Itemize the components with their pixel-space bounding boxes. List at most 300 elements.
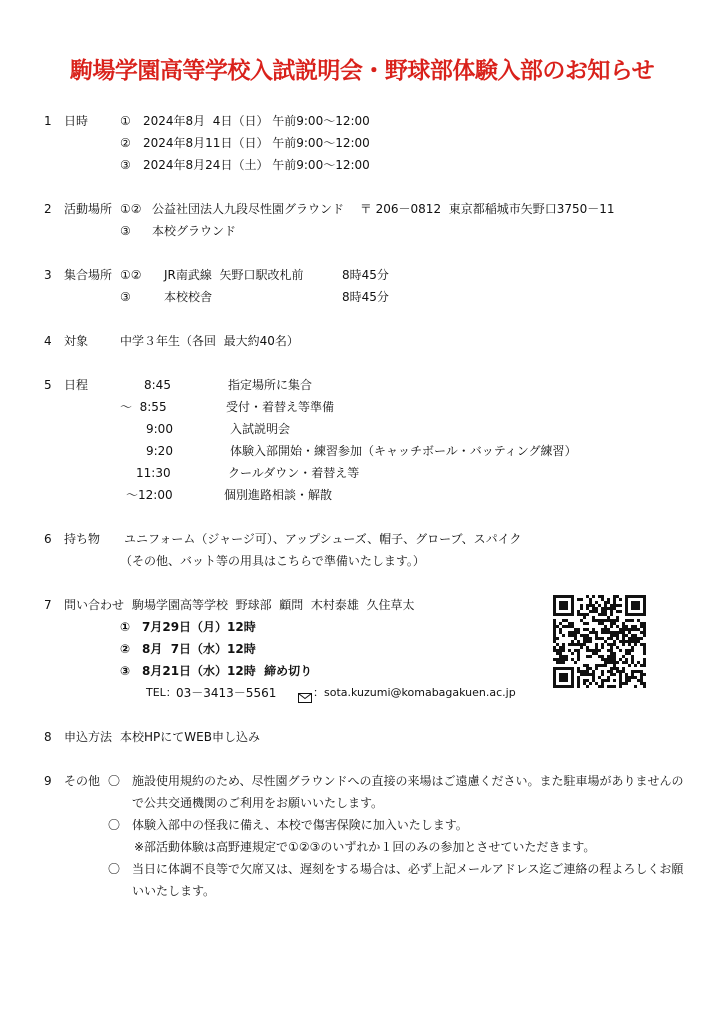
- qr-module: [592, 616, 595, 619]
- qr-module: [553, 613, 556, 616]
- qr-module: [556, 652, 559, 655]
- date-3-text: 2024年8月24日（土） 午前9:00～12:00: [143, 158, 370, 172]
- qr-module: [607, 649, 610, 652]
- qr-module: [613, 664, 616, 667]
- qr-module: [634, 628, 637, 631]
- schedule-4-time: 9:20: [146, 444, 173, 458]
- qr-module: [625, 676, 628, 679]
- qr-module: [607, 643, 610, 646]
- qr-module: [625, 619, 628, 622]
- qr-module: [559, 667, 562, 670]
- qr-module: [643, 685, 646, 688]
- qr-module: [613, 601, 616, 604]
- qr-module: [613, 679, 616, 682]
- qr-module: [562, 655, 565, 658]
- qr-module: [643, 601, 646, 604]
- qr-module: [583, 673, 586, 676]
- qr-module: [553, 673, 556, 676]
- qr-module: [640, 673, 643, 676]
- application-method: 本校HPにてWEB申し込み: [120, 730, 260, 744]
- deadline-1-text: 7月29日（月）12時: [142, 620, 256, 634]
- qr-module: [610, 613, 613, 616]
- envelope-icon: [298, 688, 312, 698]
- meeting-2-place: 本校校舎: [164, 290, 213, 304]
- qr-module: [613, 673, 616, 676]
- qr-module: [634, 601, 637, 604]
- qr-module: [631, 640, 634, 643]
- qr-module: [553, 676, 556, 679]
- date-2-text: 2024年8月11日（日） 午前9:00～12:00: [143, 136, 370, 150]
- qr-module: [592, 652, 595, 655]
- note-2-remark: ※部活動体験は高野連規定で①②③のいずれか１回のみの参加とさせていただきます。: [134, 840, 596, 854]
- qr-module: [607, 616, 610, 619]
- schedule-4-text: 体験入部開始・練習参加（キャッチボール・バッティング練習）: [230, 444, 577, 458]
- qr-module: [589, 631, 592, 634]
- qr-module: [595, 646, 598, 649]
- qr-module: [565, 676, 568, 679]
- qr-module: [640, 682, 643, 685]
- qr-module: [598, 664, 601, 667]
- qr-module: [634, 685, 637, 688]
- qr-module: [637, 601, 640, 604]
- qr-module: [592, 673, 595, 676]
- email-address[interactable]: ：sota.kuzumi@komabagakuen.ac.jp: [313, 686, 516, 699]
- qr-module: [589, 610, 592, 613]
- section-3-number: 3: [44, 268, 52, 282]
- qr-module: [637, 604, 640, 607]
- qr-module: [634, 625, 637, 628]
- qr-module: [628, 619, 631, 622]
- qr-module: [610, 607, 613, 610]
- qr-module: [553, 625, 556, 628]
- section-5-number: 5: [44, 378, 52, 392]
- qr-module: [628, 640, 631, 643]
- qr-module: [625, 652, 628, 655]
- qr-module: [631, 595, 634, 598]
- qr-module: [601, 655, 604, 658]
- qr-module: [598, 655, 601, 658]
- qr-module: [601, 610, 604, 613]
- qr-module: [631, 619, 634, 622]
- qr-module: [613, 619, 616, 622]
- qr-module: [607, 679, 610, 682]
- qr-module: [553, 598, 556, 601]
- qr-module: [598, 637, 601, 640]
- qr-module: [643, 664, 646, 667]
- qr-module: [595, 643, 598, 646]
- qr-module: [601, 670, 604, 673]
- qr-module: [628, 676, 631, 679]
- qr-module: [643, 610, 646, 613]
- qr-module: [559, 661, 562, 664]
- qr-module: [589, 604, 592, 607]
- qr-module: [613, 598, 616, 601]
- qr-module: [631, 637, 634, 640]
- qr-module: [568, 643, 571, 646]
- qr-module: [634, 613, 637, 616]
- qr-module: [577, 670, 580, 673]
- qr-module: [583, 634, 586, 637]
- section-2-number: 2: [44, 202, 52, 216]
- qr-module: [598, 622, 601, 625]
- qr-module: [556, 685, 559, 688]
- qr-module: [607, 661, 610, 664]
- qr-module: [577, 649, 580, 652]
- qr-module: [556, 661, 559, 664]
- qr-module: [625, 613, 628, 616]
- qr-module: [577, 598, 580, 601]
- qr-module: [601, 664, 604, 667]
- qr-module: [565, 625, 568, 628]
- qr-module: [604, 628, 607, 631]
- qr-module: [586, 595, 589, 598]
- schedule-5-text: クールダウン・着替え等: [228, 466, 360, 480]
- qr-module: [610, 649, 613, 652]
- qr-module: [628, 613, 631, 616]
- qr-module: [583, 622, 586, 625]
- qr-module: [586, 679, 589, 682]
- qr-module: [586, 634, 589, 637]
- qr-module: [622, 631, 625, 634]
- qr-module: [610, 667, 613, 670]
- qr-module: [553, 640, 556, 643]
- qr-module: [571, 670, 574, 673]
- qr-module: [616, 631, 619, 634]
- qr-module: [631, 673, 634, 676]
- qr-module: [595, 649, 598, 652]
- qr-module: [604, 625, 607, 628]
- qr-module: [622, 637, 625, 640]
- qr-module: [583, 613, 586, 616]
- qr-module: [622, 640, 625, 643]
- qr-module: [553, 682, 556, 685]
- qr-module: [583, 670, 586, 673]
- qr-module: [592, 676, 595, 679]
- qr-module: [619, 649, 622, 652]
- qr-module: [622, 661, 625, 664]
- qr-module: [586, 670, 589, 673]
- qr-module: [559, 673, 562, 676]
- qr-module: [559, 658, 562, 661]
- target-text: 中学３年生（各回 最大約40名）: [120, 334, 299, 348]
- qr-module: [631, 613, 634, 616]
- section-6-number: 6: [44, 532, 52, 546]
- qr-module: [592, 649, 595, 652]
- qr-module: [586, 655, 589, 658]
- qr-module: [595, 607, 598, 610]
- qr-module: [559, 604, 562, 607]
- qr-module: [553, 631, 556, 634]
- qr-module: [565, 655, 568, 658]
- qr-module: [556, 613, 559, 616]
- qr-module: [571, 640, 574, 643]
- qr-module: [571, 625, 574, 628]
- qr-module: [634, 664, 637, 667]
- qr-module: [616, 619, 619, 622]
- qr-module: [601, 628, 604, 631]
- qr-module: [586, 604, 589, 607]
- meeting-2-time: 8時45分: [342, 290, 389, 304]
- qr-module: [613, 652, 616, 655]
- qr-module: [589, 682, 592, 685]
- qr-module: [577, 631, 580, 634]
- qr-module: [625, 658, 628, 661]
- qr-module: [619, 610, 622, 613]
- qr-module: [625, 628, 628, 631]
- section-5-label: 日程: [64, 378, 89, 392]
- qr-module: [574, 649, 577, 652]
- qr-module: [619, 640, 622, 643]
- qr-module: [640, 643, 643, 646]
- qr-module: [553, 667, 556, 670]
- qr-module: [559, 595, 562, 598]
- qr-module: [607, 619, 610, 622]
- qr-module: [592, 631, 595, 634]
- qr-module: [616, 646, 619, 649]
- qr-module: [571, 631, 574, 634]
- qr-module: [631, 604, 634, 607]
- date-3-mark: ③: [120, 158, 131, 172]
- qr-module: [643, 646, 646, 649]
- qr-module: [577, 655, 580, 658]
- qr-module: [583, 640, 586, 643]
- qr-module: [577, 676, 580, 679]
- qr-module: [619, 673, 622, 676]
- qr-module: [580, 619, 583, 622]
- qr-module: [619, 631, 622, 634]
- qr-module: [592, 607, 595, 610]
- note-3-line-2: いいたします。: [132, 884, 216, 898]
- section-3-label: 集合場所: [64, 268, 113, 282]
- qr-module: [604, 619, 607, 622]
- qr-module: [562, 595, 565, 598]
- qr-module: [601, 613, 604, 616]
- qr-module: [553, 619, 556, 622]
- qr-module: [568, 685, 571, 688]
- qr-module: [577, 610, 580, 613]
- qr-module: [643, 595, 646, 598]
- qr-module: [580, 634, 583, 637]
- qr-module: [631, 649, 634, 652]
- qr-module: [643, 649, 646, 652]
- qr-module: [631, 676, 634, 679]
- qr-module: [625, 640, 628, 643]
- qr-module: [583, 643, 586, 646]
- venue-1-text: 公益社団法人九段尽性園グラウンド 〒 206－0812 東京都稲城市矢野口3750－11: [152, 202, 615, 216]
- qr-module: [601, 643, 604, 646]
- qr-module: [562, 658, 565, 661]
- qr-module: [622, 625, 625, 628]
- qr-module: [601, 595, 604, 598]
- qr-module: [601, 619, 604, 622]
- qr-module: [622, 655, 625, 658]
- deadline-1-mark: ①: [120, 620, 131, 634]
- qr-module: [610, 634, 613, 637]
- qr-module: [619, 628, 622, 631]
- qr-module: [643, 613, 646, 616]
- qr-module: [643, 607, 646, 610]
- qr-module: [568, 634, 571, 637]
- qr-module: [577, 640, 580, 643]
- qr-module: [556, 667, 559, 670]
- qr-module: [637, 628, 640, 631]
- qr-module: [613, 643, 616, 646]
- qr-module: [622, 682, 625, 685]
- qr-module: [625, 625, 628, 628]
- qr-module: [607, 628, 610, 631]
- qr-module: [610, 670, 613, 673]
- qr-module: [616, 670, 619, 673]
- qr-module: [556, 643, 559, 646]
- qr-module: [592, 619, 595, 622]
- qr-module: [601, 673, 604, 676]
- qr-module: [553, 649, 556, 652]
- qr-module: [553, 685, 556, 688]
- qr-module: [610, 685, 613, 688]
- date-1-text: 2024年8月 4日（日） 午前9:00～12:00: [143, 114, 370, 128]
- qr-module: [613, 655, 616, 658]
- qr-module: [565, 619, 568, 622]
- qr-module: [625, 610, 628, 613]
- qr-module: [628, 664, 631, 667]
- schedule-1-text: 指定場所に集合: [228, 378, 313, 392]
- qr-module: [571, 595, 574, 598]
- qr-module: [640, 625, 643, 628]
- qr-module: [634, 604, 637, 607]
- qr-module: [565, 607, 568, 610]
- qr-module: [565, 613, 568, 616]
- qr-module: [580, 607, 583, 610]
- meeting-1-mark: ①②: [120, 268, 142, 282]
- qr-module: [565, 601, 568, 604]
- qr-module: [571, 673, 574, 676]
- schedule-6-text: 個別進路相談・解散: [224, 488, 333, 502]
- qr-module: [577, 658, 580, 661]
- qr-module: [586, 646, 589, 649]
- section-1-label: 日時: [64, 114, 89, 128]
- qr-module: [592, 595, 595, 598]
- qr-module: [592, 670, 595, 673]
- qr-module: [613, 607, 616, 610]
- qr-module: [574, 634, 577, 637]
- section-2-label: 活動場所: [64, 202, 113, 216]
- qr-module: [613, 622, 616, 625]
- qr-module: [613, 640, 616, 643]
- qr-module: [574, 637, 577, 640]
- qr-module: [595, 652, 598, 655]
- qr-module: [631, 670, 634, 673]
- qr-module: [562, 679, 565, 682]
- section-6-label: 持ち物: [64, 532, 101, 546]
- qr-module: [574, 661, 577, 664]
- qr-module: [556, 658, 559, 661]
- qr-module: [628, 628, 631, 631]
- qr-module: [640, 595, 643, 598]
- qr-module: [607, 598, 610, 601]
- qr-module: [607, 670, 610, 673]
- qr-module: [577, 685, 580, 688]
- qr-module: [640, 676, 643, 679]
- qr-module: [565, 667, 568, 670]
- qr-module: [628, 679, 631, 682]
- qr-module: [592, 604, 595, 607]
- qr-module: [583, 664, 586, 667]
- schedule-6-time: ～12:00: [126, 488, 173, 502]
- qr-module: [607, 601, 610, 604]
- qr-module: [571, 604, 574, 607]
- qr-module: [604, 610, 607, 613]
- qr-module: [640, 670, 643, 673]
- qr-module: [610, 604, 613, 607]
- venue-2-text: 本校グラウンド: [152, 224, 237, 238]
- qr-module: [631, 607, 634, 610]
- qr-module: [577, 667, 580, 670]
- qr-module: [610, 637, 613, 640]
- qr-module: [571, 682, 574, 685]
- qr-module: [622, 667, 625, 670]
- qr-module: [559, 631, 562, 634]
- qr-module: [595, 664, 598, 667]
- qr-code-icon[interactable]: [553, 595, 646, 688]
- qr-module: [601, 646, 604, 649]
- qr-module: [571, 643, 574, 646]
- qr-module: [553, 637, 556, 640]
- qr-module: [595, 601, 598, 604]
- qr-module: [592, 679, 595, 682]
- section-4-label: 対象: [64, 334, 89, 348]
- qr-module: [562, 649, 565, 652]
- qr-module: [613, 685, 616, 688]
- qr-module: [610, 619, 613, 622]
- qr-module: [580, 673, 583, 676]
- qr-module: [565, 604, 568, 607]
- qr-module: [637, 607, 640, 610]
- qr-module: [589, 640, 592, 643]
- qr-module: [610, 643, 613, 646]
- qr-module: [601, 622, 604, 625]
- qr-module: [634, 634, 637, 637]
- qr-module: [616, 667, 619, 670]
- qr-module: [553, 607, 556, 610]
- qr-module: [592, 628, 595, 631]
- qr-module: [568, 625, 571, 628]
- qr-module: [559, 685, 562, 688]
- qr-module: [634, 643, 637, 646]
- deadline-2-mark: ②: [120, 642, 131, 656]
- qr-module: [562, 661, 565, 664]
- qr-module: [571, 679, 574, 682]
- qr-module: [613, 634, 616, 637]
- section-7-label: 問い合わせ: [64, 598, 125, 612]
- qr-module: [553, 601, 556, 604]
- qr-module: [616, 595, 619, 598]
- qr-module: [571, 610, 574, 613]
- qr-module: [616, 625, 619, 628]
- qr-module: [610, 652, 613, 655]
- qr-module: [586, 607, 589, 610]
- qr-module: [580, 613, 583, 616]
- qr-module: [586, 640, 589, 643]
- qr-module: [571, 601, 574, 604]
- qr-module: [565, 679, 568, 682]
- qr-module: [643, 634, 646, 637]
- qr-module: [625, 673, 628, 676]
- qr-module: [574, 643, 577, 646]
- qr-module: [577, 643, 580, 646]
- qr-module: [631, 658, 634, 661]
- qr-module: [565, 658, 568, 661]
- qr-module: [595, 619, 598, 622]
